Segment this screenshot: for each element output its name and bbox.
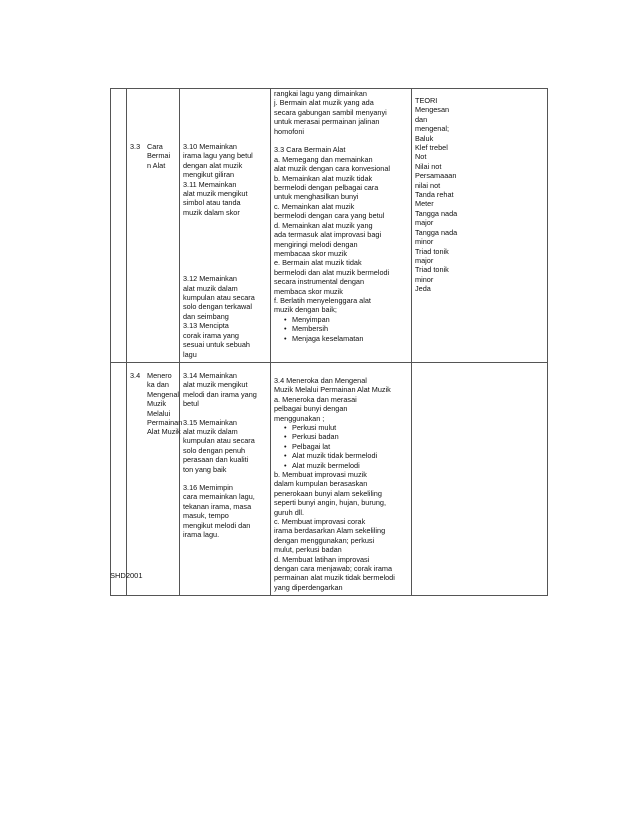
standard-text: perasaan dan kualiti — [183, 455, 249, 465]
notes-line: minor — [415, 237, 434, 247]
notes-line: Tangga nada — [415, 208, 458, 218]
content-line: d. Memainkan alat muzik yang — [274, 220, 373, 230]
bullet-text: Perkusi mulut — [292, 422, 337, 432]
content-line: f. Berlatih menyelenggara alat — [274, 295, 371, 305]
standards-cell — [180, 89, 271, 363]
content-line: j. Bermain alat muzik yang ada — [274, 98, 374, 108]
bullet-text: Menjaga keselamatan — [292, 333, 364, 343]
topic-text: Muzik — [147, 399, 167, 409]
content-line: mulut, perkusi badan — [274, 545, 342, 555]
standard-text: irama lagu. — [183, 530, 220, 539]
content-line: b. Membuat improvasi muzik — [274, 469, 367, 479]
standard-text: masuk, tempo — [183, 511, 229, 521]
notes-line: Nilai not — [415, 161, 442, 171]
standard-text: muzik dalam skor — [183, 207, 240, 217]
content-line: permainan alat muzik tidak bermelodi — [274, 573, 395, 583]
standard-text: alat muzik mengikut — [183, 189, 248, 199]
topic-cell — [127, 89, 180, 363]
content-line: menggunakan ; — [274, 413, 325, 423]
bullet-text: Perkusi badan — [292, 432, 339, 442]
bullet-item — [274, 432, 408, 441]
standard-item — [183, 180, 267, 218]
content-line: untuk merasai permainan jalinan — [274, 117, 380, 127]
notes-line: Mengesan — [415, 105, 450, 115]
topic-text: Bermai — [147, 151, 171, 161]
content-line: secara gabungan sambil menyanyi — [274, 107, 387, 117]
content-line: b. Memainkan alat muzik tidak — [274, 173, 373, 183]
blank-cell — [111, 89, 127, 363]
standard-text: 3.11 Memainkan — [183, 179, 237, 189]
standard-text: kumpulan atau secara — [183, 293, 255, 303]
standard-text: dan seimbang — [183, 311, 229, 321]
notes-line: Persamaaan — [415, 171, 457, 181]
topic-heading — [130, 370, 183, 437]
content-line: homofoni — [274, 126, 305, 136]
standard-text: betul — [183, 399, 199, 409]
content-line: alat muzik dengan cara konvesional — [274, 164, 391, 174]
content-line: 3.3 Cara Bermain Alat — [274, 145, 346, 155]
standard-text: irama lagu yang betul — [183, 151, 253, 161]
notes-line: Tangga nada — [415, 227, 458, 237]
content-line: membacaa skor muzik — [274, 248, 347, 258]
bullet-item — [274, 315, 408, 324]
standard-text: cara memainkan lagu, — [183, 492, 255, 502]
bullet-icon: • — [284, 432, 287, 442]
standard-text: solo dengan penuh — [183, 445, 246, 455]
content-cell — [271, 362, 412, 595]
content-line: untuk menghasilkan bunyi — [274, 192, 359, 202]
content-cell — [271, 89, 412, 363]
standard-text: kumpulan atau secara — [183, 436, 255, 446]
bullet-text: Pelbagai lat — [292, 441, 331, 451]
content-line: dengan cara menjawab; corak irama — [274, 564, 393, 574]
notes-line: Meter — [415, 199, 434, 209]
content-line: Muzik Melalui Permainan Alat Muzik — [274, 385, 391, 395]
bullet-item — [274, 461, 408, 470]
topic-text: Permainan — [147, 417, 183, 427]
standard-text: corak irama yang — [183, 330, 239, 340]
standard-text: simbol atau tanda — [183, 198, 241, 208]
standard-text: mengikut melodi dan — [183, 520, 251, 530]
standard-text: 3.13 Mencipta — [183, 321, 229, 331]
content-line: d. Membuat latihan improvasi — [274, 554, 370, 564]
notes-line: mengenal; — [415, 124, 450, 134]
topic-text: Melalui — [147, 408, 171, 418]
notes-cell — [412, 89, 548, 363]
bullet-icon: • — [284, 451, 287, 461]
standard-text: tekanan irama, masa — [183, 501, 252, 511]
standard-text: sesuai untuk sebuah — [183, 340, 250, 350]
content-line: pelbagai bunyi dengan — [274, 404, 348, 414]
bullet-icon: • — [284, 324, 287, 334]
bullet-item — [274, 442, 408, 451]
content-line: rangkai lagu yang dimainkan — [274, 89, 367, 98]
topic-number: 3.3 — [130, 142, 141, 151]
content-line: irama berdasarkan Alam sekeliling — [274, 526, 386, 536]
standard-text: dengan alat muzik — [183, 160, 243, 170]
content-line: dalam kumpulan berasaskan — [274, 479, 368, 489]
content-line: membaca skor muzik — [274, 286, 343, 296]
blank-cell — [111, 362, 127, 595]
content-line: bermelodi dan alat muzik bermelodi — [274, 267, 390, 277]
content-line: e. Bermain alat muzik tidak — [274, 258, 362, 268]
topic-text: Cara — [147, 142, 163, 151]
topic-text: Menero — [147, 370, 172, 380]
topic-text: n Alat — [147, 160, 166, 170]
content-line: a. Memegang dan memainkan — [274, 154, 373, 164]
notes-line: nilai not — [415, 180, 441, 190]
bullet-item — [274, 451, 408, 460]
notes-line: major — [415, 255, 434, 265]
standard-text: 3.14 Memainkan — [183, 370, 237, 380]
standard-text: 3.10 Memainkan — [183, 142, 237, 151]
notes-line: minor — [415, 274, 434, 284]
content-line: muzik dengan baik; — [274, 305, 337, 315]
bullet-item — [274, 324, 408, 333]
content-line: c. Membuat improvasi corak — [274, 517, 366, 526]
standard-text: 3.16 Memimpin — [183, 482, 233, 492]
topic-heading — [130, 142, 176, 170]
standard-text: alat muzik dalam — [183, 426, 238, 436]
standard-text: alat muzik mengikut — [183, 380, 248, 390]
table-row — [111, 362, 548, 595]
bullet-icon: • — [284, 333, 287, 343]
bullet-text: Alat muzik tidak bermelodi — [292, 451, 378, 461]
topic-number: 3.4 — [130, 370, 141, 380]
table-row — [111, 89, 548, 363]
bullet-item — [274, 423, 408, 432]
notes-line: TEORI — [415, 96, 438, 105]
topic-text: Mengenal — [147, 389, 180, 399]
content-line: a. Meneroka dan merasai — [274, 394, 357, 404]
standard-text: 3.15 Memainkan — [183, 417, 237, 427]
standard-item — [183, 142, 267, 180]
document-code: SHD2001 — [110, 571, 143, 580]
notes-line: Triad tonik — [415, 265, 449, 275]
content-line: guruh dll. — [274, 507, 305, 517]
notes-line: major — [415, 218, 434, 228]
standard-item — [183, 418, 267, 474]
notes-cell — [412, 362, 548, 595]
notes-line: Tanda rehat — [415, 190, 454, 200]
notes-line: Not — [415, 152, 427, 162]
standard-item — [183, 483, 267, 539]
bullet-icon: • — [284, 422, 287, 432]
notes-line: Triad tonik — [415, 246, 449, 256]
standard-item — [183, 274, 267, 321]
topic-text: Alat Muzik — [147, 427, 181, 437]
standard-text: melodi dan irama yang — [183, 389, 257, 399]
content-line: c. Memainkan alat muzik — [274, 201, 355, 211]
content-line: mengiringi melodi dengan — [274, 239, 358, 249]
topic-cell — [127, 362, 183, 595]
standard-text: alat muzik dalam — [183, 283, 238, 293]
content-line: secara instrumental dengan — [274, 277, 365, 287]
bullet-text: Alat muzik bermelodi — [292, 460, 360, 470]
standard-text: lagu — [183, 349, 197, 359]
topic-text: ka dan — [147, 380, 169, 390]
standard-text: 3.12 Memainkan — [183, 274, 237, 284]
content-line: ada termasuk alat improvasi bagi — [274, 230, 382, 240]
bullet-text: Membersih — [292, 324, 329, 334]
content-line: 3.4 Meneroka dan Mengenal — [274, 375, 367, 385]
bullet-icon: • — [284, 460, 287, 470]
content-line: penerokaan bunyi alam sekeliling — [274, 488, 382, 498]
content-line: dengan menggunakan; perkusi — [274, 535, 375, 545]
bullet-item — [274, 334, 408, 343]
standard-text: solo dengan terkawal — [183, 302, 252, 312]
lesson-table — [110, 88, 548, 596]
content-line: seperti bunyi angin, hujan, burung, — [274, 498, 386, 508]
notes-line: Jeda — [415, 284, 431, 294]
bullet-text: Menyimpan — [292, 314, 330, 324]
bullet-icon: • — [284, 441, 287, 451]
bullet-icon: • — [284, 314, 287, 324]
standard-text: mengikut giliran — [183, 170, 235, 180]
content-line: yang diperdengarkan — [274, 582, 343, 592]
content-line: bermelodi dengan pelbagai cara — [274, 183, 379, 193]
notes-line: dan — [415, 114, 428, 124]
standards-cell — [180, 362, 271, 595]
notes-line: Klef trebel — [415, 143, 448, 153]
content-line: bermelodi dengan cara yang betul — [274, 211, 385, 221]
standard-text: ton yang baik — [183, 464, 227, 474]
notes-line: Baluk — [415, 133, 434, 143]
standard-item — [183, 321, 267, 359]
content-line — [274, 136, 408, 145]
standard-item — [183, 371, 267, 409]
